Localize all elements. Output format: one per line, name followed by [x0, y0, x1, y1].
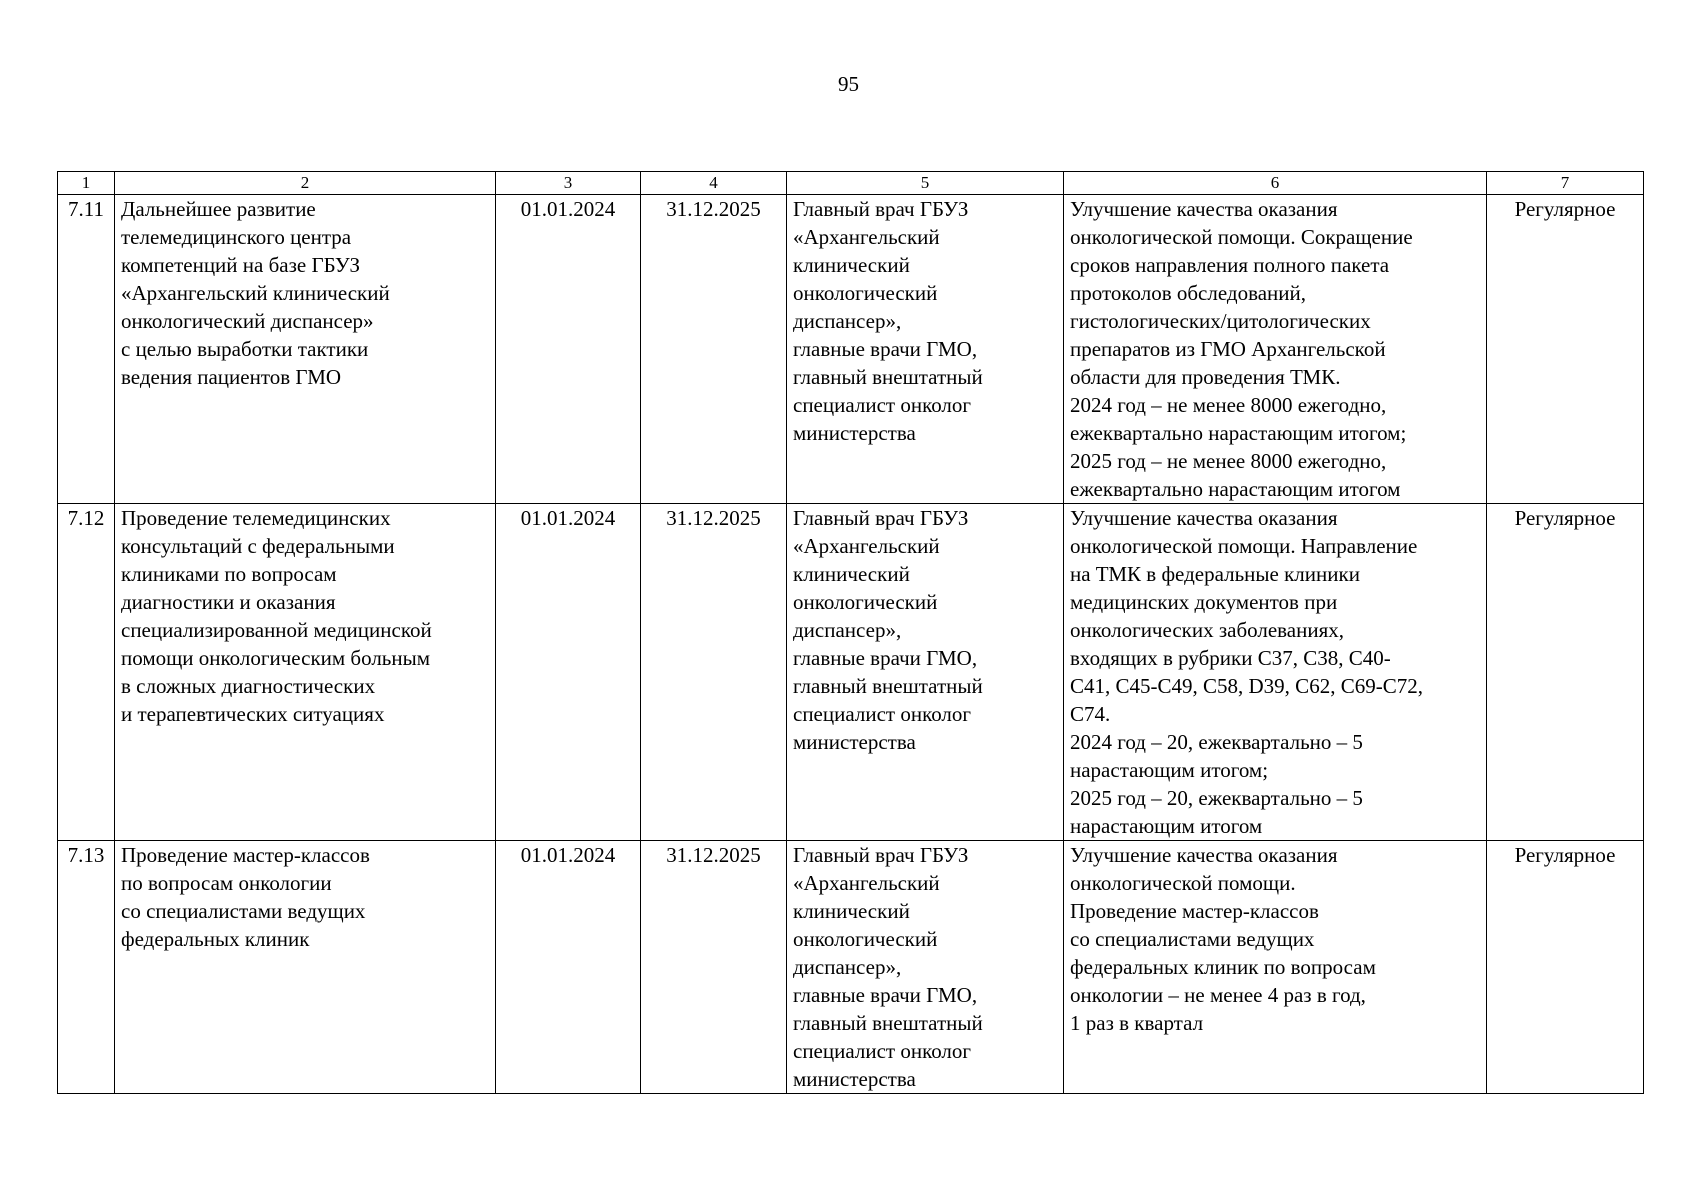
responsible-cell-line: Главный врач ГБУЗ — [793, 506, 969, 530]
type-cell: Регулярное — [1487, 841, 1644, 1094]
result-cell-line: онкологической помощи. — [1070, 871, 1296, 895]
column-number: 3 — [496, 172, 641, 195]
result-cell-line: медицинских документов при — [1070, 590, 1338, 614]
activity-cell — [115, 195, 496, 504]
type-cell: Регулярное — [1487, 195, 1644, 504]
responsible-cell-line: главный внештатный — [793, 1011, 983, 1035]
start-date-cell: 01.01.2024 — [496, 841, 641, 1094]
item-number-cell: 7.13 — [58, 841, 115, 1094]
result-cell-line: Улучшение качества оказания — [1070, 506, 1338, 530]
responsible-cell-line: специалист онколог — [793, 393, 972, 417]
responsible-cell — [787, 504, 1064, 841]
column-number: 2 — [115, 172, 496, 195]
result-cell-line: 2024 год – 20, ежеквартально – 5 — [1070, 730, 1363, 754]
activity-cell-line: специализированной медицинской — [121, 618, 432, 642]
activity-cell-line: компетенций на базе ГБУЗ — [121, 253, 361, 277]
column-number: 5 — [787, 172, 1064, 195]
activity-cell-line: и терапевтических ситуациях — [121, 702, 385, 726]
responsible-cell-line: Главный врач ГБУЗ — [793, 843, 969, 867]
start-date-cell: 01.01.2024 — [496, 504, 641, 841]
column-number: 7 — [1487, 172, 1644, 195]
column-number: 4 — [641, 172, 787, 195]
responsible-cell-line: специалист онколог — [793, 1039, 972, 1063]
activity-cell-line: «Архангельский клинический — [121, 281, 390, 305]
result-cell-line: Проведение мастер-классов — [1070, 899, 1319, 923]
responsible-cell-line: диспансер», — [793, 309, 902, 333]
responsible-cell-line: клинический — [793, 562, 910, 586]
activity-cell-line: федеральных клиник — [121, 927, 310, 951]
result-cell-line: Улучшение качества оказания — [1070, 197, 1338, 221]
result-cell-line: 2025 год – 20, ежеквартально – 5 — [1070, 786, 1363, 810]
activities-table — [57, 171, 1644, 1094]
responsible-cell-line: Главный врач ГБУЗ — [793, 197, 969, 221]
responsible-cell-line: клинический — [793, 253, 910, 277]
result-cell — [1064, 841, 1487, 1094]
responsible-cell-line: диспансер», — [793, 618, 902, 642]
responsible-cell — [787, 195, 1064, 504]
result-cell-line: ежеквартально нарастающим итогом — [1070, 477, 1401, 501]
result-cell-line: онкологии – не менее 4 раз в год, — [1070, 983, 1366, 1007]
result-cell-line: онкологической помощи. Направление — [1070, 534, 1418, 558]
responsible-cell-line: онкологический — [793, 590, 938, 614]
result-cell-line: 2024 год – не менее 8000 ежегодно, — [1070, 393, 1387, 417]
result-cell-line: препаратов из ГМО Архангельской — [1070, 337, 1386, 361]
responsible-cell-line: министерства — [793, 730, 916, 754]
table-row — [58, 195, 1644, 504]
result-cell-line: сроков направления полного пакета — [1070, 253, 1390, 277]
activity-cell — [115, 504, 496, 841]
responsible-cell-line: главный внештатный — [793, 674, 983, 698]
responsible-cell-line: специалист онколог — [793, 702, 972, 726]
end-date-cell: 31.12.2025 — [641, 504, 787, 841]
result-cell-line: нарастающим итогом; — [1070, 758, 1269, 782]
type-cell: Регулярное — [1487, 504, 1644, 841]
activity-cell — [115, 841, 496, 1094]
responsible-cell-line: «Архангельский — [793, 225, 940, 249]
result-cell-line: 2025 год – не менее 8000 ежегодно, — [1070, 449, 1387, 473]
activity-cell-line: Проведение мастер-классов — [121, 843, 370, 867]
responsible-cell-line: диспансер», — [793, 955, 902, 979]
end-date-cell: 31.12.2025 — [641, 841, 787, 1094]
responsible-cell-line: «Архангельский — [793, 871, 940, 895]
result-cell-line: онкологических заболеваниях, — [1070, 618, 1345, 642]
result-cell-line: входящих в рубрики С37, С38, С40- — [1070, 646, 1391, 670]
table-row — [58, 504, 1644, 841]
result-cell — [1064, 195, 1487, 504]
result-cell-line: 1 раз в квартал — [1070, 1011, 1204, 1035]
activity-cell-line: со специалистами ведущих — [121, 899, 366, 923]
result-cell-line: С41, С45-С49, С58, D39, С62, С69-С72, — [1070, 674, 1423, 698]
activity-cell-line: по вопросам онкологии — [121, 871, 332, 895]
responsible-cell-line: министерства — [793, 421, 916, 445]
responsible-cell-line: главные врачи ГМО, — [793, 646, 978, 670]
responsible-cell-line: главный внештатный — [793, 365, 983, 389]
page-number: 95 — [838, 72, 859, 96]
result-cell — [1064, 504, 1487, 841]
responsible-cell — [787, 841, 1064, 1094]
activity-cell-line: Дальнейшее развитие — [121, 197, 316, 221]
result-cell-line: С74. — [1070, 702, 1111, 726]
result-cell-line: со специалистами ведущих — [1070, 927, 1315, 951]
activity-cell-line: диагностики и оказания — [121, 590, 336, 614]
responsible-cell-line: главные врачи ГМО, — [793, 983, 978, 1007]
responsible-cell-line: онкологический — [793, 281, 938, 305]
activity-cell-line: консультаций с федеральными — [121, 534, 395, 558]
responsible-cell-line: министерства — [793, 1067, 916, 1091]
activity-cell-line: телемедицинского центра — [121, 225, 352, 249]
item-number-cell: 7.12 — [58, 504, 115, 841]
column-number: 1 — [58, 172, 115, 195]
activity-cell-line: с целью выработки тактики — [121, 337, 369, 361]
activity-cell-line: Проведение телемедицинских — [121, 506, 391, 530]
responsible-cell-line: главные врачи ГМО, — [793, 337, 978, 361]
result-cell-line: нарастающим итогом — [1070, 814, 1263, 838]
responsible-cell-line: «Архангельский — [793, 534, 940, 558]
activity-cell-line: ведения пациентов ГМО — [121, 365, 342, 389]
result-cell-line: онкологической помощи. Сокращение — [1070, 225, 1413, 249]
column-number: 6 — [1064, 172, 1487, 195]
activity-cell-line: в сложных диагностических — [121, 674, 376, 698]
end-date-cell: 31.12.2025 — [641, 195, 787, 504]
responsible-cell-line: клинический — [793, 899, 910, 923]
result-cell-line: на ТМК в федеральные клиники — [1070, 562, 1360, 586]
item-number-cell: 7.11 — [58, 195, 115, 504]
column-number-row — [58, 172, 1644, 195]
result-cell-line: Улучшение качества оказания — [1070, 843, 1338, 867]
result-cell-line: протоколов обследований, — [1070, 281, 1307, 305]
table-row — [58, 841, 1644, 1094]
responsible-cell-line: онкологический — [793, 927, 938, 951]
result-cell-line: ежеквартально нарастающим итогом; — [1070, 421, 1407, 445]
result-cell-line: области для проведения ТМК. — [1070, 365, 1341, 389]
activity-cell-line: помощи онкологическим больным — [121, 646, 431, 670]
result-cell-line: гистологических/цитологических — [1070, 309, 1371, 333]
activity-cell-line: онкологический диспансер» — [121, 309, 374, 333]
start-date-cell: 01.01.2024 — [496, 195, 641, 504]
activity-cell-line: клиниками по вопросам — [121, 562, 337, 586]
result-cell-line: федеральных клиник по вопросам — [1070, 955, 1376, 979]
